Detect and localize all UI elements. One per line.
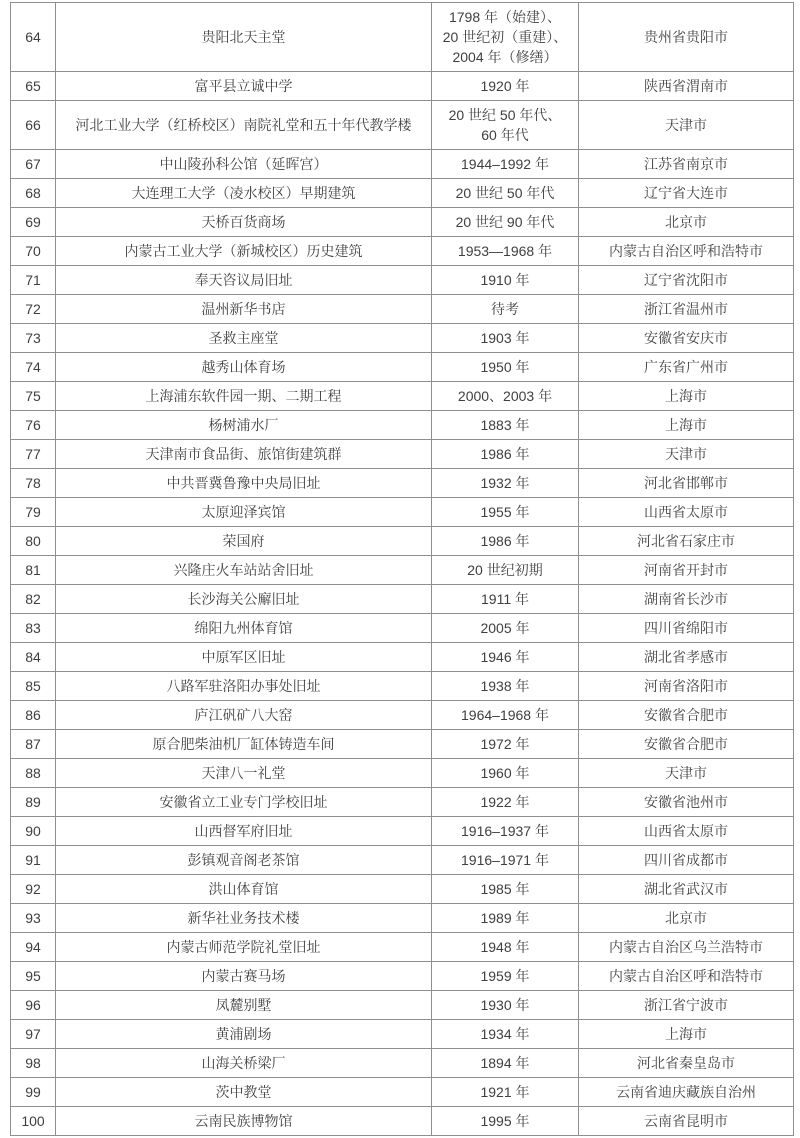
cell-name: 天桥百货商场 bbox=[56, 208, 432, 237]
table-row bbox=[11, 933, 794, 962]
cell-number: 66 bbox=[11, 101, 56, 150]
cell-location: 上海市 bbox=[579, 411, 794, 440]
cell-number: 68 bbox=[11, 179, 56, 208]
cell-name: 太原迎泽宾馆 bbox=[56, 498, 432, 527]
cell-name: 杨树浦水厂 bbox=[56, 411, 432, 440]
table-row bbox=[11, 817, 794, 846]
table-row bbox=[11, 1049, 794, 1078]
table-row bbox=[11, 266, 794, 295]
cell-location: 内蒙古自治区呼和浩特市 bbox=[579, 237, 794, 266]
cell-name: 河北工业大学（红桥校区）南院礼堂和五十年代教学楼 bbox=[56, 101, 432, 150]
cell-name: 黄浦剧场 bbox=[56, 1020, 432, 1049]
cell-year: 20 世纪初期 bbox=[432, 556, 579, 585]
cell-year: 1883 年 bbox=[432, 411, 579, 440]
cell-number: 81 bbox=[11, 556, 56, 585]
table-row bbox=[11, 382, 794, 411]
cell-location: 浙江省温州市 bbox=[579, 295, 794, 324]
cell-year: 20 世纪 50 年代 bbox=[432, 179, 579, 208]
cell-location: 辽宁省沈阳市 bbox=[579, 266, 794, 295]
cell-number: 89 bbox=[11, 788, 56, 817]
table-row bbox=[11, 3, 794, 72]
cell-location: 天津市 bbox=[579, 101, 794, 150]
cell-year: 1964–1968 年 bbox=[432, 701, 579, 730]
cell-location: 内蒙古自治区乌兰浩特市 bbox=[579, 933, 794, 962]
cell-number: 83 bbox=[11, 614, 56, 643]
cell-year: 1916–1971 年 bbox=[432, 846, 579, 875]
cell-name: 兴隆庄火车站站舍旧址 bbox=[56, 556, 432, 585]
cell-year: 1985 年 bbox=[432, 875, 579, 904]
cell-year: 1955 年 bbox=[432, 498, 579, 527]
cell-location: 河南省洛阳市 bbox=[579, 672, 794, 701]
cell-year: 1989 年 bbox=[432, 904, 579, 933]
table-row bbox=[11, 585, 794, 614]
cell-name: 茨中教堂 bbox=[56, 1078, 432, 1107]
cell-number: 96 bbox=[11, 991, 56, 1020]
cell-location: 安徽省合肥市 bbox=[579, 701, 794, 730]
cell-number: 71 bbox=[11, 266, 56, 295]
cell-year: 1948 年 bbox=[432, 933, 579, 962]
cell-location: 浙江省宁波市 bbox=[579, 991, 794, 1020]
cell-location: 天津市 bbox=[579, 759, 794, 788]
table-row bbox=[11, 1020, 794, 1049]
table-row bbox=[11, 672, 794, 701]
cell-location: 四川省成都市 bbox=[579, 846, 794, 875]
cell-number: 91 bbox=[11, 846, 56, 875]
cell-name: 新华社业务技术楼 bbox=[56, 904, 432, 933]
cell-year: 1930 年 bbox=[432, 991, 579, 1020]
cell-location: 湖北省武汉市 bbox=[579, 875, 794, 904]
table-row bbox=[11, 643, 794, 672]
cell-location: 湖北省孝感市 bbox=[579, 643, 794, 672]
cell-year: 2000、2003 年 bbox=[432, 382, 579, 411]
cell-number: 64 bbox=[11, 3, 56, 72]
cell-number: 76 bbox=[11, 411, 56, 440]
cell-number: 80 bbox=[11, 527, 56, 556]
cell-name: 内蒙古师范学院礼堂旧址 bbox=[56, 933, 432, 962]
cell-name: 中山陵孙科公馆（延晖宫） bbox=[56, 150, 432, 179]
heritage-table bbox=[10, 2, 794, 1136]
cell-year: 1934 年 bbox=[432, 1020, 579, 1049]
cell-name: 内蒙古赛马场 bbox=[56, 962, 432, 991]
cell-year: 2005 年 bbox=[432, 614, 579, 643]
table-row bbox=[11, 208, 794, 237]
table-row bbox=[11, 846, 794, 875]
cell-location: 河北省石家庄市 bbox=[579, 527, 794, 556]
cell-number: 84 bbox=[11, 643, 56, 672]
cell-name: 荣国府 bbox=[56, 527, 432, 556]
cell-name: 云南民族博物馆 bbox=[56, 1107, 432, 1136]
cell-year: 1910 年 bbox=[432, 266, 579, 295]
cell-name: 富平县立诚中学 bbox=[56, 72, 432, 101]
cell-name: 贵阳北天主堂 bbox=[56, 3, 432, 72]
cell-year: 1920 年 bbox=[432, 72, 579, 101]
cell-number: 79 bbox=[11, 498, 56, 527]
cell-year: 1986 年 bbox=[432, 527, 579, 556]
cell-location: 安徽省池州市 bbox=[579, 788, 794, 817]
table-row bbox=[11, 904, 794, 933]
cell-year: 1916–1937 年 bbox=[432, 817, 579, 846]
table-row bbox=[11, 237, 794, 266]
cell-location: 四川省绵阳市 bbox=[579, 614, 794, 643]
cell-year: 1959 年 bbox=[432, 962, 579, 991]
cell-location: 内蒙古自治区呼和浩特市 bbox=[579, 962, 794, 991]
cell-year: 待考 bbox=[432, 295, 579, 324]
cell-year: 1960 年 bbox=[432, 759, 579, 788]
table-row bbox=[11, 614, 794, 643]
cell-name: 原合肥柴油机厂缸体铸造车间 bbox=[56, 730, 432, 759]
cell-year: 1972 年 bbox=[432, 730, 579, 759]
cell-number: 70 bbox=[11, 237, 56, 266]
table-row bbox=[11, 353, 794, 382]
cell-location: 上海市 bbox=[579, 1020, 794, 1049]
cell-year: 1911 年 bbox=[432, 585, 579, 614]
cell-name: 越秀山体育场 bbox=[56, 353, 432, 382]
cell-number: 75 bbox=[11, 382, 56, 411]
cell-location: 河北省秦皇岛市 bbox=[579, 1049, 794, 1078]
cell-number: 98 bbox=[11, 1049, 56, 1078]
table-row bbox=[11, 527, 794, 556]
cell-name: 长沙海关公廨旧址 bbox=[56, 585, 432, 614]
table-row bbox=[11, 440, 794, 469]
cell-location: 安徽省合肥市 bbox=[579, 730, 794, 759]
table-row bbox=[11, 179, 794, 208]
cell-location: 上海市 bbox=[579, 382, 794, 411]
table-row bbox=[11, 295, 794, 324]
cell-year: 1995 年 bbox=[432, 1107, 579, 1136]
cell-year: 1986 年 bbox=[432, 440, 579, 469]
cell-location: 湖南省长沙市 bbox=[579, 585, 794, 614]
cell-name: 山海关桥梁厂 bbox=[56, 1049, 432, 1078]
cell-number: 77 bbox=[11, 440, 56, 469]
cell-number: 88 bbox=[11, 759, 56, 788]
table-row bbox=[11, 875, 794, 904]
cell-name: 彭镇观音阁老茶馆 bbox=[56, 846, 432, 875]
table-row bbox=[11, 498, 794, 527]
table-row bbox=[11, 101, 794, 150]
cell-number: 69 bbox=[11, 208, 56, 237]
cell-year: 1903 年 bbox=[432, 324, 579, 353]
cell-year: 1944–1992 年 bbox=[432, 150, 579, 179]
cell-location: 北京市 bbox=[579, 904, 794, 933]
cell-location: 河南省开封市 bbox=[579, 556, 794, 585]
cell-location: 辽宁省大连市 bbox=[579, 179, 794, 208]
cell-year: 20 世纪 90 年代 bbox=[432, 208, 579, 237]
cell-name: 天津南市食品街、旅馆街建筑群 bbox=[56, 440, 432, 469]
cell-year: 1946 年 bbox=[432, 643, 579, 672]
cell-location: 北京市 bbox=[579, 208, 794, 237]
cell-name: 温州新华书店 bbox=[56, 295, 432, 324]
cell-name: 中共晋冀鲁豫中央局旧址 bbox=[56, 469, 432, 498]
cell-year: 1950 年 bbox=[432, 353, 579, 382]
table-row bbox=[11, 150, 794, 179]
cell-name: 山西督军府旧址 bbox=[56, 817, 432, 846]
cell-name: 上海浦东软件园一期、二期工程 bbox=[56, 382, 432, 411]
table-row bbox=[11, 324, 794, 353]
cell-year: 20 世纪 50 年代、60 年代 bbox=[432, 101, 579, 150]
cell-name: 凤麓别墅 bbox=[56, 991, 432, 1020]
cell-number: 95 bbox=[11, 962, 56, 991]
cell-name: 奉天咨议局旧址 bbox=[56, 266, 432, 295]
cell-number: 65 bbox=[11, 72, 56, 101]
table-row bbox=[11, 701, 794, 730]
cell-name: 圣救主座堂 bbox=[56, 324, 432, 353]
table-row bbox=[11, 991, 794, 1020]
cell-number: 85 bbox=[11, 672, 56, 701]
cell-number: 93 bbox=[11, 904, 56, 933]
cell-number: 86 bbox=[11, 701, 56, 730]
cell-number: 78 bbox=[11, 469, 56, 498]
table-row bbox=[11, 788, 794, 817]
cell-name: 庐江矾矿八大窑 bbox=[56, 701, 432, 730]
cell-name: 绵阳九州体育馆 bbox=[56, 614, 432, 643]
table-row bbox=[11, 469, 794, 498]
cell-name: 八路军驻洛阳办事处旧址 bbox=[56, 672, 432, 701]
cell-year: 1921 年 bbox=[432, 1078, 579, 1107]
cell-number: 72 bbox=[11, 295, 56, 324]
table-row bbox=[11, 759, 794, 788]
table-row bbox=[11, 556, 794, 585]
cell-year: 1938 年 bbox=[432, 672, 579, 701]
cell-number: 97 bbox=[11, 1020, 56, 1049]
cell-location: 安徽省安庆市 bbox=[579, 324, 794, 353]
cell-number: 67 bbox=[11, 150, 56, 179]
cell-number: 99 bbox=[11, 1078, 56, 1107]
table-row bbox=[11, 730, 794, 759]
cell-number: 74 bbox=[11, 353, 56, 382]
cell-location: 河北省邯郸市 bbox=[579, 469, 794, 498]
cell-number: 100 bbox=[11, 1107, 56, 1136]
cell-name: 安徽省立工业专门学校旧址 bbox=[56, 788, 432, 817]
cell-number: 90 bbox=[11, 817, 56, 846]
cell-year: 1932 年 bbox=[432, 469, 579, 498]
cell-name: 洪山体育馆 bbox=[56, 875, 432, 904]
table-row bbox=[11, 1078, 794, 1107]
cell-location: 江苏省南京市 bbox=[579, 150, 794, 179]
cell-number: 94 bbox=[11, 933, 56, 962]
cell-location: 山西省太原市 bbox=[579, 498, 794, 527]
cell-year: 1894 年 bbox=[432, 1049, 579, 1078]
cell-year: 1953—1968 年 bbox=[432, 237, 579, 266]
table-row bbox=[11, 1107, 794, 1136]
table-row bbox=[11, 72, 794, 101]
cell-name: 内蒙古工业大学（新城校区）历史建筑 bbox=[56, 237, 432, 266]
table-row bbox=[11, 411, 794, 440]
table-row bbox=[11, 962, 794, 991]
cell-number: 92 bbox=[11, 875, 56, 904]
cell-name: 天津八一礼堂 bbox=[56, 759, 432, 788]
cell-name: 中原军区旧址 bbox=[56, 643, 432, 672]
cell-location: 天津市 bbox=[579, 440, 794, 469]
cell-location: 山西省太原市 bbox=[579, 817, 794, 846]
cell-number: 87 bbox=[11, 730, 56, 759]
cell-location: 陕西省渭南市 bbox=[579, 72, 794, 101]
cell-number: 82 bbox=[11, 585, 56, 614]
cell-year: 1798 年（始建）、20 世纪初（重建）、2004 年（修缮） bbox=[432, 3, 579, 72]
heritage-table-body bbox=[11, 3, 794, 1136]
cell-number: 73 bbox=[11, 324, 56, 353]
cell-location: 广东省广州市 bbox=[579, 353, 794, 382]
cell-year: 1922 年 bbox=[432, 788, 579, 817]
cell-location: 云南省昆明市 bbox=[579, 1107, 794, 1136]
cell-name: 大连理工大学（凌水校区）早期建筑 bbox=[56, 179, 432, 208]
cell-location: 贵州省贵阳市 bbox=[579, 3, 794, 72]
cell-location: 云南省迪庆藏族自治州 bbox=[579, 1078, 794, 1107]
